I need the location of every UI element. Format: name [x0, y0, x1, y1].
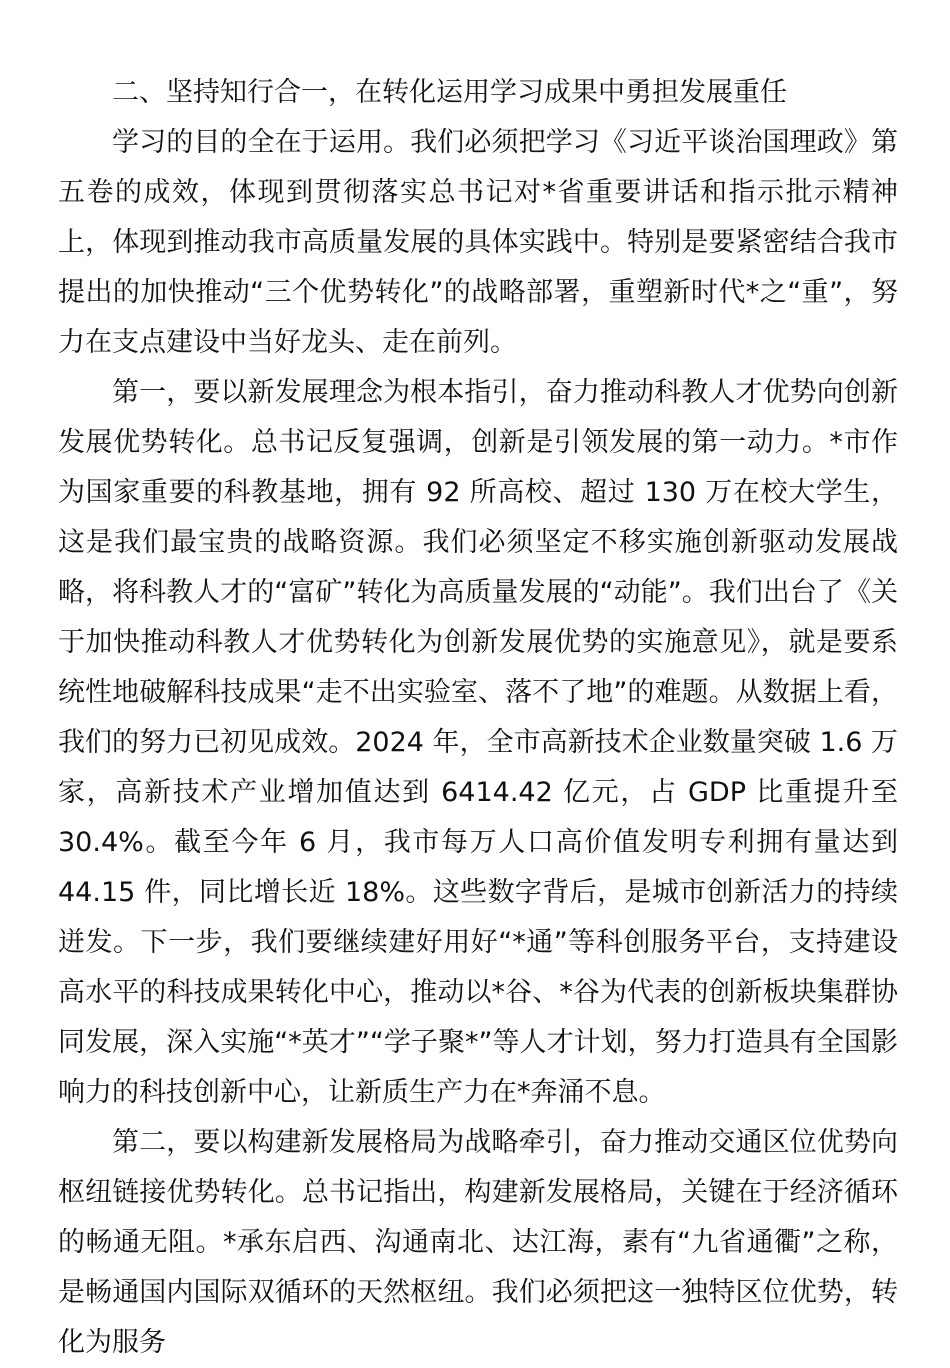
section-heading: 二、坚持知行合一，在转化运用学习成果中勇担发展重任 — [112, 77, 787, 108]
paragraph-first-point: 第一，要以新发展理念为根本指引，奋力推动科教人才优势向创新发展优势转化。总书记反复强调，创新是引领发展的第一动力。*市作为国家重要的科教基地，拥有 92 所高校、超过 130 万在校大学生，这是我们最宝贵的战略资源。我们必须坚定不移实施创新驱动发展战略，将科教人才的“富矿”转化为高质量发展的“动能”。我们出台了《关于加快推动科教人才优势转化为创新发展优势的实施意见》，就是要系统性地破解科技成果“走不出实验室、落不了地”的难题。从数据上看，我们的努力已初见成效。2024 年，全市高新技术企业数量突破 1.6 万家，高新技术产业增加值达到 6414.42 亿元，占 GDP 比重提升至 30.4%。截至今年 6 月，我市每万人口高价值发明专利拥有量达到 44.15 件，同比增长近 18%。这些数字背后，是城市创新活力的持续迸发。下一步，我们要继续建好用好“*通”等科创服务平台，支持建设高水平的科技成果转化中心，推动以*谷、*谷为代表的创新板块集群协同发展，深入实施“*英才”“学子聚*”等人才计划，努力打造具有全国影响力的科技创新中心，让新质生产力在*奔涌不息。 — [58, 377, 898, 1108]
paragraph-intro: 学习的目的全在于运用。我们必须把学习《习近平谈治国理政》第五卷的成效，体现到贯彻落实总书记对*省重要讲话和指示批示精神上，体现到推动我市高质量发展的具体实践中。特别是要紧密结合我市提出的加快推动“三个优势转化”的战略部署，重塑新时代*之“重”，努力在支点建设中当好龙头、走在前列。 — [58, 127, 898, 358]
document-body — [58, 68, 898, 1368]
paragraph-second-point: 第二，要以构建新发展格局为战略牵引，奋力推动交通区位优势向枢纽链接优势转化。总书记指出，构建新发展格局，关键在于经济循环的畅通无阻。*承东启西、沟通南北、达江海，素有“九省通衢”之称，是畅通国内国际双循环的天然枢纽。我们必须把这一独特区位优势，转化为服务 — [58, 1127, 898, 1358]
